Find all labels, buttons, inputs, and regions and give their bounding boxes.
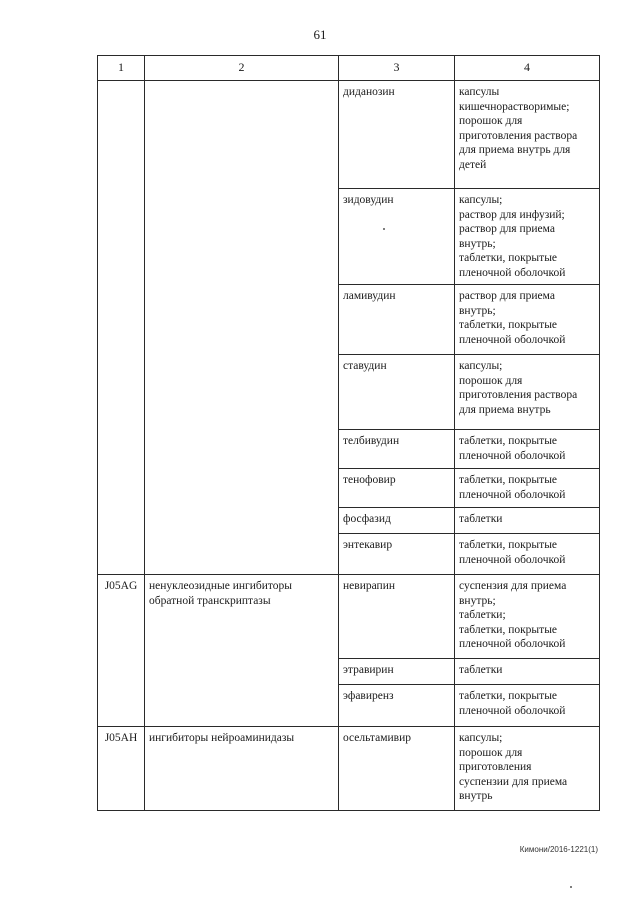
dosage-form-cell: таблетки, покрытые пленочной оболочкой	[455, 469, 600, 508]
dosage-form-cell: капсулы; раствор для инфузий; раствор для приема внутрь; таблетки, покрытые пленочной оболочкой	[455, 189, 600, 285]
atc-code-cell	[98, 81, 145, 575]
drug-name-cell: фосфазид	[339, 508, 455, 534]
dosage-form-cell: капсулы; порошок для приготовления суспензии для приема внутрь	[455, 727, 600, 811]
scan-speck	[383, 228, 385, 230]
column-header-3: 3	[339, 56, 455, 81]
group-name-cell: ингибиторы нейроаминидазы	[145, 727, 339, 811]
drug-name-cell: ставудин	[339, 355, 455, 430]
dosage-form-cell: суспензия для приема внутрь; таблетки; таблетки, покрытые пленочной оболочкой	[455, 575, 600, 659]
drug-name-cell: эфавиренз	[339, 685, 455, 727]
atc-code-cell: J05AH	[98, 727, 145, 811]
dosage-form-cell: таблетки, покрытые пленочной оболочкой	[455, 534, 600, 575]
column-header-2: 2	[145, 56, 339, 81]
table-row	[98, 575, 600, 659]
group-name-cell: ненуклеозидные ингибиторы обратной транскриптазы	[145, 575, 339, 727]
dosage-form-cell: таблетки, покрытые пленочной оболочкой	[455, 430, 600, 469]
page-number: 61	[313, 27, 327, 42]
dosage-form-cell: таблетки	[455, 659, 600, 685]
drug-name-cell: ламивудин	[339, 285, 455, 355]
dosage-form-cell: капсулы; порошок для приготовления раствора для приема внутрь	[455, 355, 600, 430]
drug-name-cell: зидовудин	[339, 189, 455, 285]
group-name-cell	[145, 81, 339, 575]
scan-speck	[570, 886, 572, 888]
column-header-1: 1	[98, 56, 145, 81]
drug-name-cell: телбивудин	[339, 430, 455, 469]
header-row	[98, 56, 600, 81]
medication-table	[97, 55, 600, 811]
drug-name-cell: невирапин	[339, 575, 455, 659]
drug-name-cell: тенофовир	[339, 469, 455, 508]
dosage-form-cell: таблетки	[455, 508, 600, 534]
atc-code-cell: J05AG	[98, 575, 145, 727]
drug-name-cell: диданозин	[339, 81, 455, 189]
drug-name-cell: энтекавир	[339, 534, 455, 575]
table-row	[98, 727, 600, 811]
dosage-form-cell: таблетки, покрытые пленочной оболочкой	[455, 685, 600, 727]
dosage-form-cell: раствор для приема внутрь; таблетки, покрытые пленочной оболочкой	[455, 285, 600, 355]
dosage-form-cell: капсулы кишечнорастворимые; порошок для приготовления раствора для приема внутрь для детей	[455, 81, 600, 189]
drug-name-cell: осельтамивир	[339, 727, 455, 811]
document-code: Кимони/2016-1221(1)	[519, 845, 598, 854]
column-header-4: 4	[455, 56, 600, 81]
table-row	[98, 81, 600, 189]
drug-name-cell: этравирин	[339, 659, 455, 685]
